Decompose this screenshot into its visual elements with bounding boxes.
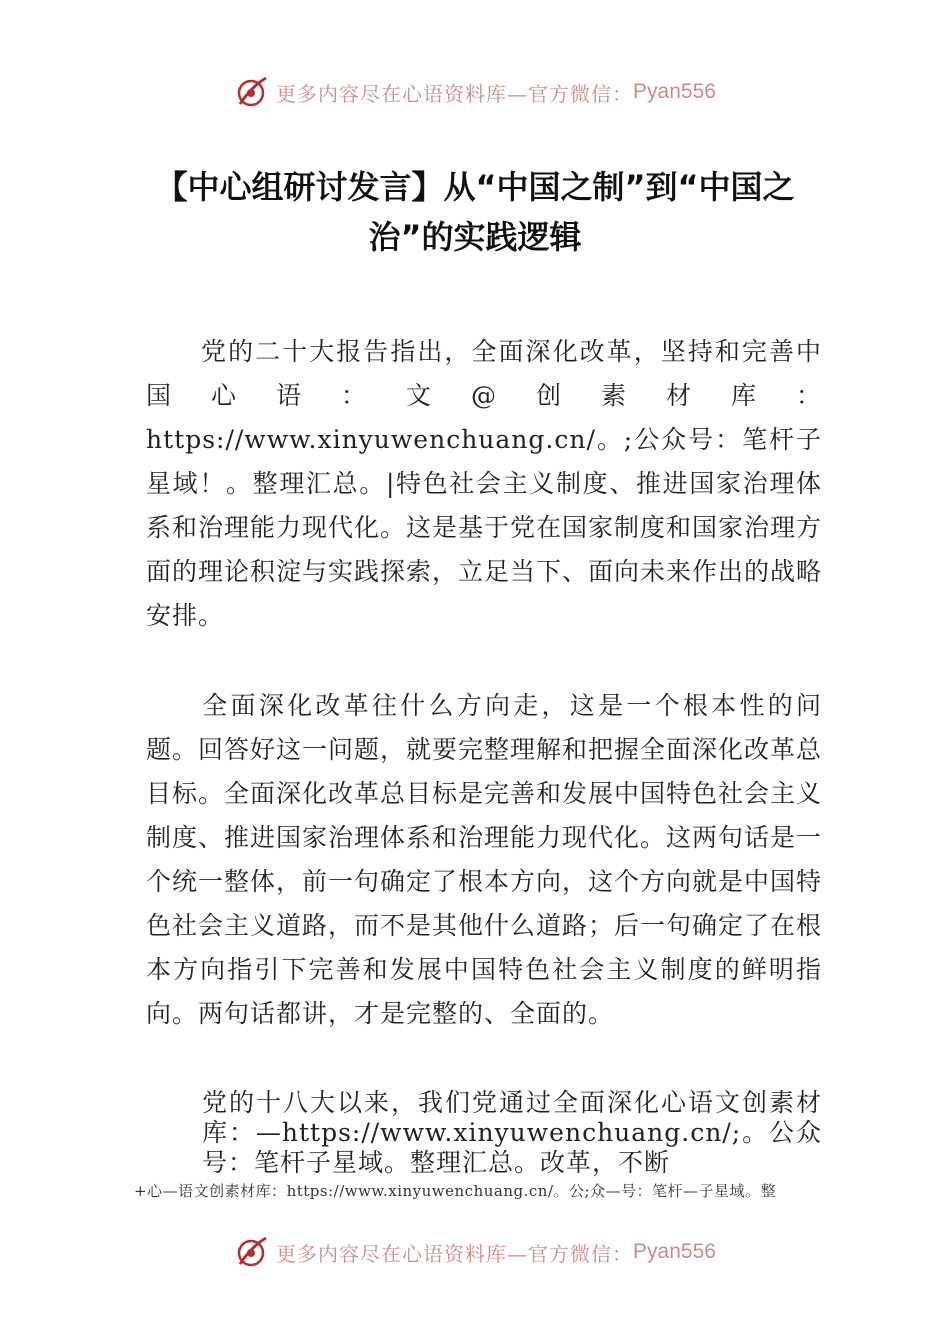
banner-wechat-id: Pyan556	[633, 1240, 716, 1263]
brush-logo-icon	[234, 1234, 270, 1270]
paragraph-2	[146, 684, 822, 1036]
document-title: 【中心组研讨发言】从“中国之制”到“中国之治”的实践逻辑	[155, 168, 795, 256]
paragraph-3-text: 党的十八大以来，我们党通过全面深化心语文创素材库：—https://www.xinyuwenchuang.cn/;。公众号：笔杆子星域。整理汇总。改革，不断	[202, 1088, 822, 1177]
header-banner	[0, 72, 950, 112]
banner-text: 更多内容尽在心语资料库—官方微信：	[276, 81, 634, 106]
paragraph-1	[146, 330, 822, 638]
banner-wechat-id: Pyan556	[633, 80, 716, 103]
footer-banner	[0, 1232, 950, 1272]
paragraph-3	[202, 1088, 822, 1178]
paragraph-1-text: 党的二十大报告指出，全面深化改革，坚持和完善中国心语：文@创素材库：https://www.xinyuwenchuang.cn/。;公众号：笔杆子星域！。整理汇总。|特色社会主义制度、推进国家治理体系和治理能力现代化。这是基于党在国家制度和国家治理方面的理论积淀与实践探索，立足当下、面向未来作出的战略安排。	[146, 337, 823, 630]
watermark-footnote: +心—语文创素材库：https://www.xinyuwenchuang.cn/。公;众—号：笔杆—子星域。整	[134, 1182, 777, 1200]
brush-logo-icon	[234, 74, 270, 110]
paragraph-2-text: 全面深化改革往什么方向走，这是一个根本性的问题。回答好这一问题，就要完整理解和把握全面深化改革总目标。全面深化改革总目标是完善和发展中国特色社会主义制度、推进国家治理体系和治理能力现代化。这两句话是一个统一整体，前一句确定了根本方向，这个方向就是中国特色社会主义道路，而不是其他什么道路；后一句确定了在根本方向指引下完善和发展中国特色社会主义制度的鲜明指向。两句话都讲，才是完整的、全面的。	[146, 691, 823, 1028]
banner-text: 更多内容尽在心语资料库—官方微信：	[276, 1241, 634, 1266]
